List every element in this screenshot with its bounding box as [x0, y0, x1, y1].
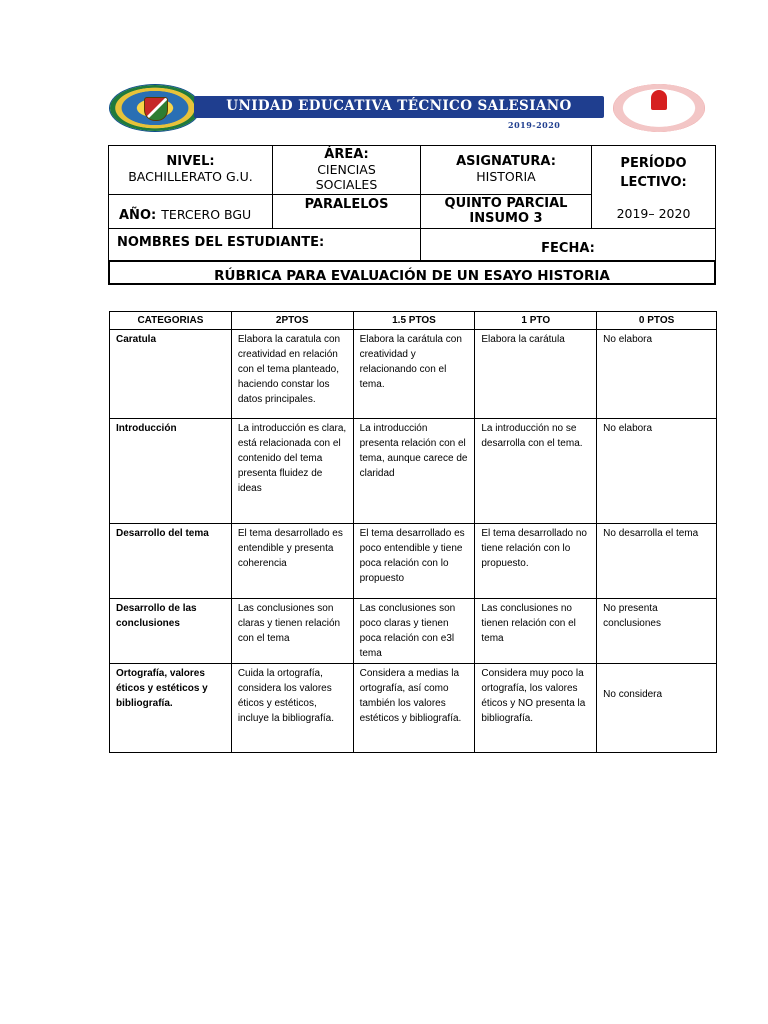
table-row	[110, 524, 717, 599]
anio-label: AÑO:	[119, 208, 157, 223]
asignatura-label: ASIGNATURA:	[456, 154, 556, 169]
table-cell: No desarrolla el tema	[597, 524, 717, 599]
paralelos-label: PARALELOS	[304, 197, 389, 212]
parcial-cell	[420, 194, 592, 229]
periodo-value: 2019– 2020	[616, 206, 691, 221]
rubric-table	[109, 311, 717, 753]
table-cell: Elabora la carátula	[475, 330, 597, 419]
table-cell: Considera a medias la ortografía, así como también los valores estéticos y bibliografía.	[353, 664, 475, 753]
school-seal-logo	[110, 85, 200, 131]
table-cell: El tema desarrollado no tiene relación con lo propuesto.	[475, 524, 597, 599]
column-header: 1 PTO	[475, 312, 597, 330]
school-name: UNIDAD EDUCATIVA TÉCNICO SALESIANO	[226, 98, 572, 114]
asignatura-cell	[420, 145, 592, 195]
rubric-title-cell	[108, 260, 716, 285]
table-row	[110, 330, 717, 419]
table-cell: La introducción no se desarrolla con el tema.	[475, 419, 597, 524]
header-info-table	[108, 145, 716, 285]
anio-cell	[108, 194, 273, 229]
column-header: 1.5 PTOS	[353, 312, 475, 330]
table-cell: Las conclusiones no tienen relación con el tema	[475, 599, 597, 664]
nombres-label: NOMBRES DEL ESTUDIANTE:	[117, 235, 325, 250]
parcial-label: QUINTO PARCIAL INSUMO 3	[444, 196, 568, 226]
table-cell: No considera	[597, 664, 717, 753]
area-value: CIENCIAS SOCIALES	[315, 162, 378, 192]
nivel-label: NIVEL:	[166, 154, 215, 169]
column-header: 0 PTOS	[597, 312, 717, 330]
anio-value: TERCERO BGU	[161, 207, 252, 222]
row-category: Caratula	[110, 330, 232, 419]
fecha-cell	[420, 228, 716, 261]
periodo-cell	[591, 145, 716, 229]
table-cell: Las conclusiones son poco claras y tienen poca relación con e3l tema	[353, 599, 475, 664]
banner-title-bar	[194, 96, 604, 118]
rubric-title: RÚBRICA PARA EVALUACIÓN DE UN ESAYO HISTORIA	[214, 268, 610, 284]
rubric-header-row	[110, 312, 717, 330]
nivel-value: BACHILLERATO G.U.	[128, 169, 253, 184]
table-row	[110, 599, 717, 664]
shield-icon	[144, 97, 168, 121]
table-cell: No elabora	[597, 330, 717, 419]
table-cell: No presenta conclusiones	[597, 599, 717, 664]
area-label: ÁREA:	[324, 147, 369, 162]
table-cell: Considera muy poco la ortografía, los valores éticos y NO presenta la bibliografía.	[475, 664, 597, 753]
periodo-label: PERÍODO LECTIVO:	[620, 156, 687, 190]
nivel-cell	[108, 145, 273, 195]
nombres-cell	[108, 228, 421, 261]
table-cell: No elabora	[597, 419, 717, 524]
banner-year: 2019-2020	[508, 120, 561, 130]
table-cell: Las conclusiones son claras y tienen relación con el tema	[231, 599, 353, 664]
row-category: Ortografía, valores éticos y estéticos y bibliografía.	[110, 664, 232, 753]
salesianos-logo	[613, 84, 705, 132]
table-row	[110, 419, 717, 524]
table-cell: Elabora la carátula con creatividad y relacionando con el tema.	[353, 330, 475, 419]
row-category: Desarrollo del tema	[110, 524, 232, 599]
column-header: CATEGORIAS	[110, 312, 232, 330]
table-row	[110, 664, 717, 753]
asignatura-value: HISTORIA	[476, 169, 536, 184]
row-category: Desarrollo de las conclusiones	[110, 599, 232, 664]
table-cell: La introducción presenta relación con el tema, aunque carece de claridad	[353, 419, 475, 524]
fecha-label: FECHA:	[541, 241, 595, 256]
paralelos-cell	[272, 194, 421, 229]
table-cell: Cuida la ortografía, considera los valores éticos y estéticos, incluye la bibliografía.	[231, 664, 353, 753]
table-cell: La introducción es clara, está relacionada con el contenido del tema presenta fluidez de ideas	[231, 419, 353, 524]
column-header: 2PTOS	[231, 312, 353, 330]
salesian-figure-icon	[651, 90, 667, 110]
table-cell: El tema desarrollado es entendible y presenta coherencia	[231, 524, 353, 599]
school-banner	[108, 84, 708, 134]
table-cell: Elabora la caratula con creatividad en relación con el tema planteado, haciendo constar los datos principales.	[231, 330, 353, 419]
row-category: Introducción	[110, 419, 232, 524]
area-cell	[272, 145, 421, 195]
table-cell: El tema desarrollado es poco entendible y tiene poca relación con lo propuesto	[353, 524, 475, 599]
